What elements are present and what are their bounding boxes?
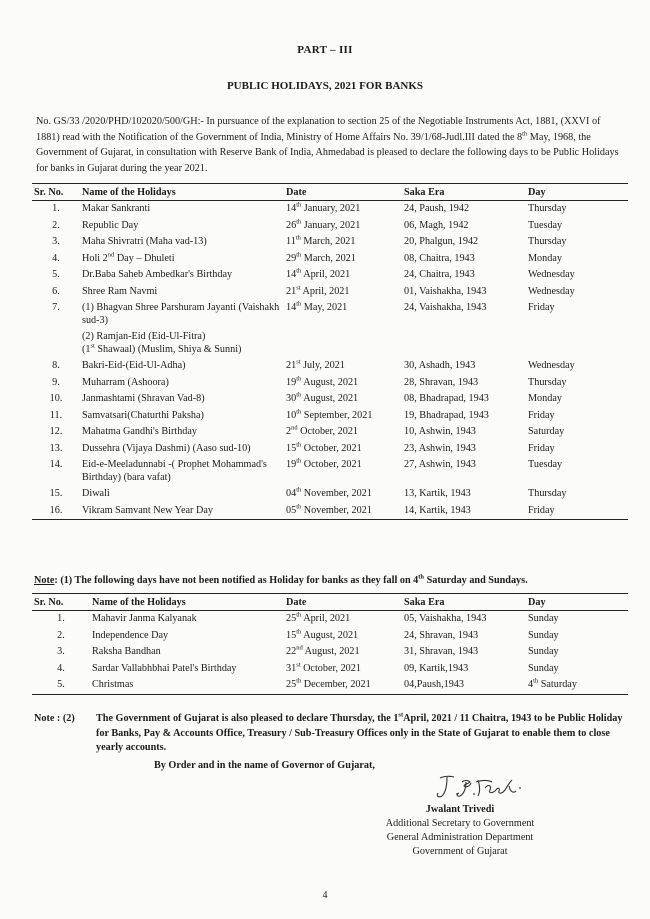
day-rest: Saturday bbox=[538, 679, 577, 690]
date-rest: March, 2021 bbox=[300, 236, 356, 247]
extra-sup: st bbox=[90, 342, 95, 350]
row-sr: 11. bbox=[49, 409, 63, 421]
row-day: Tuesday bbox=[528, 219, 563, 231]
row-sr: 4. bbox=[52, 252, 60, 264]
note-2-body bbox=[96, 712, 628, 756]
row-date bbox=[284, 628, 402, 645]
row-date bbox=[284, 441, 402, 458]
row-saka: 14, Kartik, 1943 bbox=[404, 504, 471, 516]
table-row bbox=[32, 267, 628, 284]
row-saka: 30, Ashadh, 1943 bbox=[404, 360, 476, 371]
header-sr-no: Sr. No. bbox=[34, 596, 64, 608]
signatory-government: Government of Gujarat bbox=[412, 846, 508, 857]
note-2 bbox=[34, 712, 628, 756]
row-day: Wednesday bbox=[528, 285, 575, 297]
day-num: 4 bbox=[528, 679, 534, 690]
row-saka: 05, Vaishakha, 1943 bbox=[404, 613, 487, 624]
date-sup: th bbox=[296, 251, 302, 259]
table-row bbox=[32, 486, 628, 503]
note-2-text-2: April, 2021 / 11 Chaitra, 1943 to be Public Holiday for Banks, Pay & Accounts Office, Treasury / Sub-Treasury Offices only in the State of Gujarat to enable them to close yearly accounts. bbox=[96, 713, 623, 753]
row-saka: 09, Kartik,1943 bbox=[404, 662, 469, 674]
row-name: Eid-e-Meeladunnabi -( Prophet Mohammad's Birthday) (bara vafat) bbox=[82, 459, 267, 483]
date-rest: August, 2021 bbox=[302, 646, 360, 657]
header-day: Day bbox=[528, 596, 546, 608]
row-sr: 5. bbox=[52, 269, 60, 280]
note-2-label: Note : (2) bbox=[34, 713, 75, 724]
date-sup: th bbox=[295, 234, 301, 242]
date-day: 30 bbox=[286, 393, 297, 404]
row-saka: 08, Bhadrapad, 1943 bbox=[404, 393, 489, 404]
table-row bbox=[32, 284, 628, 301]
row-name: Makar Sankranti bbox=[82, 203, 151, 214]
row-saka: 19, Bhadrapad, 1943 bbox=[404, 409, 489, 421]
date-sup: th bbox=[296, 677, 302, 685]
row-name: Dr.Baba Saheb Ambedkar's Birthday bbox=[82, 269, 233, 280]
row-saka: 24, Vaishakha, 1943 bbox=[404, 302, 487, 313]
row-day: Friday bbox=[528, 302, 555, 313]
date-rest: August, 2021 bbox=[301, 393, 359, 404]
intro-text-2: May, 1968, the Government of Gujarat, in consultation with Reserve Bank of India, Ahmedabad is pleased to declare the following days to be Public Holidays for banks in Gujarat during the year 2021. bbox=[36, 131, 619, 174]
date-day: 05 bbox=[286, 504, 297, 516]
header-saka-era: Saka Era bbox=[404, 596, 445, 608]
holiday-table bbox=[32, 183, 628, 520]
date-sup: st bbox=[296, 358, 301, 366]
row-name: Vikram Samvant New Year Day bbox=[82, 504, 213, 516]
date-rest: March, 2021 bbox=[301, 252, 356, 264]
row-name: Independence Day bbox=[92, 629, 169, 641]
row-sr: 10. bbox=[49, 393, 63, 404]
row-name: Muharram (Ashoora) bbox=[82, 376, 169, 388]
date-sup: st bbox=[296, 284, 301, 292]
row-saka: 06, Magh, 1942 bbox=[404, 219, 469, 231]
table-row bbox=[32, 300, 628, 358]
name-extra bbox=[82, 331, 282, 356]
row-saka: 27, Ashwin, 1943 bbox=[404, 459, 476, 470]
date-day: 21 bbox=[286, 360, 297, 371]
row-sr: 9. bbox=[52, 376, 60, 388]
page-number: 4 bbox=[322, 890, 328, 901]
header-sr-no: Sr. No. bbox=[34, 186, 64, 198]
date-sup: th bbox=[296, 457, 302, 465]
date-rest: April, 2021 bbox=[301, 613, 351, 624]
row-day: Friday bbox=[528, 409, 555, 421]
row-day bbox=[526, 677, 628, 694]
date-sup: th bbox=[296, 201, 302, 209]
header-day: Day bbox=[528, 186, 546, 198]
table-row bbox=[32, 251, 628, 268]
date-day: 19 bbox=[286, 376, 297, 388]
row-saka: 23, Ashwin, 1943 bbox=[404, 442, 476, 454]
row-date bbox=[284, 408, 402, 425]
row-day: Thursday bbox=[528, 376, 567, 388]
date-day: 15 bbox=[286, 629, 297, 641]
date-sup: nd bbox=[291, 424, 298, 432]
row-name: Raksha Bandhan bbox=[92, 646, 161, 657]
header-saka-era: Saka Era bbox=[404, 186, 445, 198]
row-date bbox=[284, 644, 402, 661]
date-day: 25 bbox=[286, 613, 297, 624]
row-sr: 2. bbox=[57, 629, 65, 641]
row-day: Friday bbox=[528, 504, 555, 516]
header-date: Date bbox=[286, 186, 307, 198]
date-day: 11 bbox=[286, 236, 296, 247]
row-day: Thursday bbox=[528, 488, 567, 499]
name-part: Holi 2 bbox=[82, 252, 108, 264]
date-rest: October, 2021 bbox=[301, 459, 362, 470]
table-row bbox=[32, 358, 628, 375]
extra-rest: Shawaal) (Muslim, Shiya & Sunni) bbox=[94, 343, 242, 355]
row-sr: 15. bbox=[49, 488, 63, 499]
row-sr: 2. bbox=[52, 219, 60, 231]
row-day: Thursday bbox=[528, 203, 567, 214]
date-rest: October, 2021 bbox=[300, 662, 361, 674]
row-saka: 20, Phalgun, 1942 bbox=[404, 236, 479, 247]
row-date bbox=[284, 218, 402, 235]
date-day: 19 bbox=[286, 459, 297, 470]
date-rest: November, 2021 bbox=[301, 488, 372, 499]
row-sr: 1. bbox=[52, 203, 60, 214]
row-saka: 08, Chaitra, 1943 bbox=[404, 252, 475, 264]
row-name: Dussehra (Vijaya Dashmi) (Aaso sud-10) bbox=[82, 442, 251, 454]
table-row bbox=[32, 644, 628, 661]
date-day: 22 bbox=[286, 646, 297, 657]
row-date bbox=[284, 267, 402, 284]
date-rest: May, 2021 bbox=[301, 302, 348, 313]
row-day: Thursday bbox=[528, 236, 567, 247]
date-sup: th bbox=[296, 441, 302, 449]
table-row bbox=[32, 375, 628, 392]
date-rest: October, 2021 bbox=[297, 426, 359, 437]
date-day: 10 bbox=[286, 409, 297, 421]
note-1 bbox=[34, 575, 634, 586]
row-saka: 28, Shravan, 1943 bbox=[404, 376, 479, 388]
date-rest: January, 2021 bbox=[301, 203, 361, 214]
row-name: Christmas bbox=[92, 679, 134, 690]
row-date bbox=[284, 284, 402, 301]
date-day: 14 bbox=[286, 302, 297, 313]
row-name: Maha Shivratri (Maha vad-13) bbox=[82, 236, 207, 247]
row-date bbox=[284, 300, 402, 358]
note-1-text-2: Saturday and Sundays. bbox=[424, 575, 528, 586]
note-1-sup: th bbox=[418, 573, 425, 581]
signatory-designation: Additional Secretary to Government bbox=[385, 818, 535, 829]
date-rest: August, 2021 bbox=[301, 376, 359, 388]
table-row bbox=[32, 391, 628, 408]
row-date bbox=[284, 251, 402, 268]
name-part: (1) Bhagvan Shree Parshuram Jayanti (Vaishakh sud-3) bbox=[82, 302, 280, 326]
table-row bbox=[32, 661, 628, 678]
row-day: Sunday bbox=[528, 662, 559, 674]
row-name: Diwali bbox=[82, 488, 110, 499]
signature-image bbox=[430, 772, 530, 802]
row-date bbox=[284, 234, 402, 251]
row-name bbox=[80, 300, 284, 358]
row-date bbox=[284, 503, 402, 520]
name-rest: Day – Dhuleti bbox=[114, 252, 175, 264]
date-rest: January, 2021 bbox=[301, 219, 361, 231]
row-saka: 24, Shravan, 1943 bbox=[404, 629, 479, 641]
header-name: Name of the Holidays bbox=[92, 596, 186, 608]
table-header-row bbox=[32, 594, 628, 611]
date-rest: November, 2021 bbox=[301, 504, 372, 516]
order-line: By Order and in the name of Governor of Gujarat, bbox=[154, 760, 375, 771]
date-rest: April, 2021 bbox=[300, 285, 350, 297]
row-saka: 04,Paush,1943 bbox=[404, 679, 464, 690]
date-sup: th bbox=[296, 300, 302, 308]
date-sup: th bbox=[296, 391, 302, 399]
table-row bbox=[32, 677, 628, 694]
row-saka: 01, Vaishakha, 1943 bbox=[404, 285, 487, 297]
extra-line: (2) Ramjan-Eid (Eid-Ul-Fitra) bbox=[82, 331, 206, 342]
row-sr: 5. bbox=[57, 679, 65, 690]
row-sr: 13. bbox=[49, 442, 63, 454]
part-heading: PART – III bbox=[297, 44, 353, 56]
row-date bbox=[284, 424, 402, 441]
date-sup: th bbox=[296, 486, 302, 494]
date-day: 2 bbox=[286, 426, 292, 437]
row-day: Friday bbox=[528, 442, 555, 454]
table-row bbox=[32, 457, 628, 486]
table-row bbox=[32, 234, 628, 251]
row-name: Mahavir Janma Kalyanak bbox=[92, 613, 197, 624]
row-sr: 6. bbox=[52, 285, 60, 297]
date-sup: st bbox=[296, 661, 301, 669]
row-name: Sardar Vallabhbhai Patel's Birthday bbox=[92, 662, 237, 674]
date-day: 15 bbox=[286, 442, 297, 454]
row-day: Saturday bbox=[528, 426, 565, 437]
row-name bbox=[80, 251, 284, 268]
row-day: Sunday bbox=[528, 613, 559, 624]
date-sup: th bbox=[296, 218, 302, 226]
intro-paragraph bbox=[36, 114, 626, 176]
row-day: Sunday bbox=[528, 629, 559, 641]
row-sr: 3. bbox=[52, 236, 60, 247]
date-rest: April, 2021 bbox=[301, 269, 351, 280]
weekend-holiday-table bbox=[32, 593, 628, 695]
note-2-text: The Government of Gujarat is also pleased to declare Thursday, the 1 bbox=[96, 713, 399, 724]
row-saka: 31, Shravan, 1943 bbox=[404, 646, 479, 657]
day-sup: th bbox=[533, 677, 539, 685]
row-date bbox=[284, 375, 402, 392]
table-row bbox=[32, 201, 628, 218]
signatory-department: General Administration Department bbox=[386, 832, 534, 843]
row-date bbox=[284, 391, 402, 408]
row-day: Monday bbox=[528, 393, 562, 404]
date-day: 25 bbox=[286, 679, 297, 690]
row-day: Monday bbox=[528, 252, 562, 264]
row-date bbox=[284, 611, 402, 628]
date-sup: th bbox=[296, 503, 302, 511]
date-day: 14 bbox=[286, 203, 297, 214]
date-sup: th bbox=[296, 267, 302, 275]
row-saka: 24, Paush, 1942 bbox=[404, 203, 470, 214]
date-day: 31 bbox=[286, 662, 297, 674]
row-saka: 24, Chaitra, 1943 bbox=[404, 269, 475, 280]
extra-part: (1 bbox=[82, 343, 91, 355]
document-title: PUBLIC HOLIDAYS, 2021 FOR BANKS bbox=[226, 80, 424, 92]
signatory-name: Jwalant Trivedi bbox=[425, 804, 495, 815]
intro-sup: th bbox=[522, 130, 528, 138]
row-date bbox=[284, 677, 402, 694]
date-day: 29 bbox=[286, 252, 297, 264]
row-sr: 1. bbox=[57, 613, 65, 624]
row-name: Samvatsari(Chaturthi Paksha) bbox=[82, 409, 204, 421]
row-date bbox=[284, 486, 402, 503]
row-date bbox=[284, 457, 402, 486]
row-name: Shree Ram Navmi bbox=[82, 285, 158, 297]
row-sr: 8. bbox=[52, 360, 60, 371]
date-day: 04 bbox=[286, 488, 297, 499]
row-name: Bakri-Eid-(Eid-Ul-Adha) bbox=[82, 360, 186, 371]
date-rest: September, 2021 bbox=[301, 409, 373, 421]
table-row bbox=[32, 424, 628, 441]
table-row bbox=[32, 611, 628, 628]
row-saka: 13, Kartik, 1943 bbox=[404, 488, 471, 499]
intro-text-1: No. GS/33 /2020/PHD/102020/500/GH:- In pursuance of the explanation to section 25 of the Negotiable Instruments Act, 1881, (XXVI of 1881) read with the Notification of the Government of India, Ministry of Home Affairs No. 39/1/68-Judl.III dated the 8 bbox=[36, 116, 601, 143]
row-sr: 12. bbox=[49, 426, 63, 437]
date-day: 26 bbox=[286, 219, 297, 231]
header-name: Name of the Holidays bbox=[82, 186, 176, 198]
row-day: Wednesday bbox=[528, 269, 575, 280]
row-sr: 14. bbox=[49, 459, 63, 470]
date-sup: nd bbox=[296, 644, 303, 652]
table-row bbox=[32, 218, 628, 235]
row-sr: 4. bbox=[57, 662, 65, 674]
row-name: Mahatma Gandhi's Birthday bbox=[82, 426, 198, 437]
date-rest: October, 2021 bbox=[301, 442, 362, 454]
row-sr: 7. bbox=[52, 302, 60, 313]
row-name: Janmashtami (Shravan Vad-8) bbox=[82, 393, 205, 404]
note-2-sup: st bbox=[398, 711, 404, 719]
row-sr: 16. bbox=[49, 504, 63, 516]
name-sup: nd bbox=[107, 251, 115, 259]
date-rest: December, 2021 bbox=[301, 679, 371, 690]
note-label: Note bbox=[34, 575, 55, 586]
row-sr: 3. bbox=[57, 646, 65, 657]
date-day: 14 bbox=[286, 269, 297, 280]
signatory-block bbox=[360, 803, 560, 859]
row-date bbox=[284, 358, 402, 375]
row-name: Republic Day bbox=[82, 219, 139, 231]
date-sup: th bbox=[296, 611, 302, 619]
date-sup: th bbox=[296, 408, 302, 416]
note-1-text: : (1) The following days have not been notified as Holiday for banks as they fall on 4 bbox=[54, 575, 419, 586]
table-row bbox=[32, 441, 628, 458]
row-day: Tuesday bbox=[528, 459, 563, 470]
table-row bbox=[32, 408, 628, 425]
row-day: Sunday bbox=[528, 646, 559, 657]
table-row bbox=[32, 503, 628, 520]
table-row bbox=[32, 628, 628, 645]
row-day: Wednesday bbox=[528, 360, 575, 371]
row-date bbox=[284, 661, 402, 678]
date-rest: July, 2021 bbox=[300, 360, 345, 371]
date-rest: August, 2021 bbox=[301, 629, 359, 641]
table-header-row bbox=[32, 184, 628, 201]
date-day: 21 bbox=[286, 285, 297, 297]
date-sup: th bbox=[296, 375, 302, 383]
row-date bbox=[284, 201, 402, 218]
date-sup: th bbox=[296, 628, 302, 636]
row-saka: 10, Ashwin, 1943 bbox=[404, 426, 476, 437]
header-date: Date bbox=[286, 596, 307, 608]
